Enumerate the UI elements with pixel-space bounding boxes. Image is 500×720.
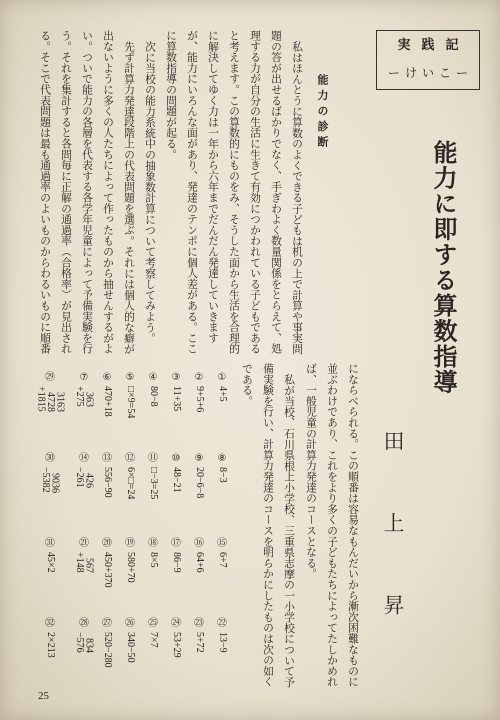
problem-expression: 86−9 (170, 552, 182, 573)
problem-item (102, 618, 112, 668)
body-column: る。そこで代表問題は最も通過率のよいものからわるいものに順番 (39, 30, 52, 354)
body-column: 理する力が自分の生活に生きて有効につかわれている子どもである (249, 30, 262, 354)
problem-item (194, 538, 204, 573)
problem-number: ⑭ (79, 453, 89, 464)
problem-number: ④ (148, 372, 158, 383)
problem-number: ㉕ (148, 618, 158, 629)
problem-number: ㉔ (171, 618, 181, 629)
body-column: と考えます。この算数的にものをみ、そうした面から生活を合理的 (228, 30, 241, 354)
problem-number: ⑯ (194, 538, 204, 549)
problem-number: ㉙ (45, 372, 55, 383)
problem-expression: 567 +148 (74, 552, 95, 573)
problem-item (217, 453, 227, 483)
problem-number: ⑰ (171, 538, 181, 549)
problem-item (75, 372, 94, 407)
problem-item (171, 453, 181, 493)
problem-expression: 13−9 (216, 632, 228, 653)
problem-item (41, 453, 60, 493)
problem-number: ⑪ (148, 453, 158, 464)
problem-number: ㉓ (194, 618, 204, 629)
problem-number: ⑳ (102, 538, 112, 549)
problem-item (148, 453, 158, 499)
body-column: 題の答が出せるばかりでなく、手ぎわよく数量関係をとらえて、処 (270, 30, 283, 354)
problem-expression: 426 −261 (74, 467, 95, 488)
problem-number: ㉛ (45, 538, 55, 549)
body-column: 先ず計算力発達段階上の代表問題を選ぶ。それには個人的な癖が (123, 40, 136, 354)
problem-item (75, 538, 94, 573)
body-column: 私が当校、石川県根上小学校、三重県志摩の一小学校について予 (283, 373, 296, 687)
problem-number: ㉖ (125, 618, 135, 629)
problem-expression: 8−3 (216, 467, 228, 483)
body-column: 出ないように多くの人たちによって作ったものから抽せんするがよ (102, 30, 115, 354)
problem-item (125, 538, 135, 583)
problem-expression: 5+72 (193, 632, 205, 653)
problem-expression: 556−90 (101, 467, 113, 498)
problem-item (45, 618, 55, 658)
problem-number: ㉘ (79, 618, 89, 629)
problem-item (148, 372, 158, 407)
problem-expression: 363 +275 (74, 386, 95, 407)
problem-expression: 6×□=24 (124, 467, 136, 500)
author-name: 田上昇 (381, 430, 405, 676)
problem-number: ⑮ (217, 538, 227, 549)
problem-expression: 8×5 (147, 552, 159, 568)
problem-item (171, 618, 181, 658)
series-subtitle: ーけいこー (387, 66, 473, 80)
body-column: にならべられる。この順番は容易なもんだいから漸次困難なものに (347, 363, 360, 687)
problem-number: ⑩ (171, 453, 181, 464)
body-column: が、能力にいろんな面があり、発達のテンポに個人差がある。ここ (186, 30, 199, 354)
problem-expression: 450+370 (101, 552, 113, 588)
body-column: い。ついで能力の各層を代表する各学年児童によって予備実験を行 (81, 30, 94, 354)
problem-number: ㉗ (102, 618, 112, 629)
problem-number: ㉑ (79, 538, 89, 549)
problem-item (125, 372, 135, 418)
problem-item (102, 538, 112, 588)
problem-number: ⑦ (79, 372, 89, 383)
problem-item (125, 453, 135, 499)
problem-expression: 470+18 (101, 386, 113, 417)
problem-number: ⑧ (217, 453, 227, 464)
problem-item (171, 372, 181, 411)
problem-expression: 580+70 (124, 552, 136, 583)
problem-expression: 48−21 (170, 467, 182, 493)
problem-item (75, 618, 94, 653)
problem-item (217, 372, 227, 402)
problem-item (217, 618, 227, 653)
series-title: 実践記 (397, 38, 470, 53)
page-number: 25 (38, 690, 49, 702)
problem-item (171, 538, 181, 573)
problem-expression: 2×213 (44, 632, 56, 658)
problem-item (102, 453, 112, 498)
problem-expression: 11+35 (170, 386, 182, 412)
body-column: 並ぶわけであり、これをより多くの子どもたちによってたしかめれ (326, 363, 339, 687)
body-column: 私はほんとうに算数のよくできる子どもは机の上で計算や事実問 (291, 40, 304, 354)
problem-expression: 80−8 (147, 386, 159, 407)
problem-expression: 9+5+6 (193, 386, 205, 413)
problem-number: ㉚ (45, 453, 55, 464)
body-column: である。 (241, 363, 254, 407)
problem-item (194, 372, 204, 412)
problem-number: ⑤ (125, 372, 135, 383)
body-column: に算数指導の問題が起る。 (165, 30, 178, 160)
problem-item (194, 453, 204, 498)
section-heading: 能力の診断 (316, 74, 329, 152)
problem-item (217, 538, 227, 568)
problem-item (45, 538, 55, 573)
problem-item (194, 618, 204, 653)
problem-expression: □−3=25 (147, 467, 159, 500)
body-column: に解決してゆく力は一年から六年までだんだん発達していきます (207, 30, 220, 344)
problem-expression: 53+29 (170, 632, 182, 658)
problem-expression: 6+7 (216, 552, 228, 568)
problem-expression: 9036 −5382 (40, 467, 61, 493)
series-label-box (376, 30, 480, 90)
problem-number: ⑥ (102, 372, 112, 383)
problem-expression: 7×7 (147, 632, 159, 648)
problem-number: ⑨ (194, 453, 204, 464)
problem-item (148, 618, 158, 648)
problem-number: ⑫ (125, 453, 135, 464)
problem-number: ⑬ (102, 453, 112, 464)
problem-expression: 20−6−8 (193, 467, 205, 499)
problem-number: ① (217, 372, 227, 383)
problem-number: ⑲ (125, 538, 135, 549)
article-title: 能力に即する算数指導 (429, 140, 458, 395)
problem-number: ② (194, 372, 204, 383)
problem-expression: 3163 4728 +1815 (35, 386, 66, 412)
body-column: う。それを集計すると各問毎に正解の通過率（合格率）が見出され (60, 30, 73, 354)
problem-number: ③ (171, 372, 181, 383)
problem-expression: □×9=54 (124, 386, 136, 419)
problem-expression: 64+6 (193, 552, 205, 573)
body-column: ば、一般児童の計算力発達のコースとなる。 (305, 363, 318, 579)
problem-number: ㉜ (45, 618, 55, 629)
problem-expression: 45×2 (44, 552, 56, 573)
problem-expression: 520−280 (101, 632, 113, 668)
problem-number: ㉒ (217, 618, 227, 629)
problem-item (36, 372, 65, 412)
problem-expression: 340−50 (124, 632, 136, 663)
problem-item (75, 453, 94, 488)
problem-number: ⑱ (148, 538, 158, 549)
body-column: 備実験を行い、計算力発達のコースを明らかにしたものは次の如く (262, 363, 275, 687)
problem-expression: 834 −576 (74, 632, 95, 653)
problem-item (148, 538, 158, 568)
problem-item (102, 372, 112, 417)
body-column: 次に当校の能力系統中の抽象数計算について考察してみよう。 (144, 40, 157, 344)
problem-expression: 4+5 (216, 386, 228, 402)
problem-item (125, 618, 135, 663)
